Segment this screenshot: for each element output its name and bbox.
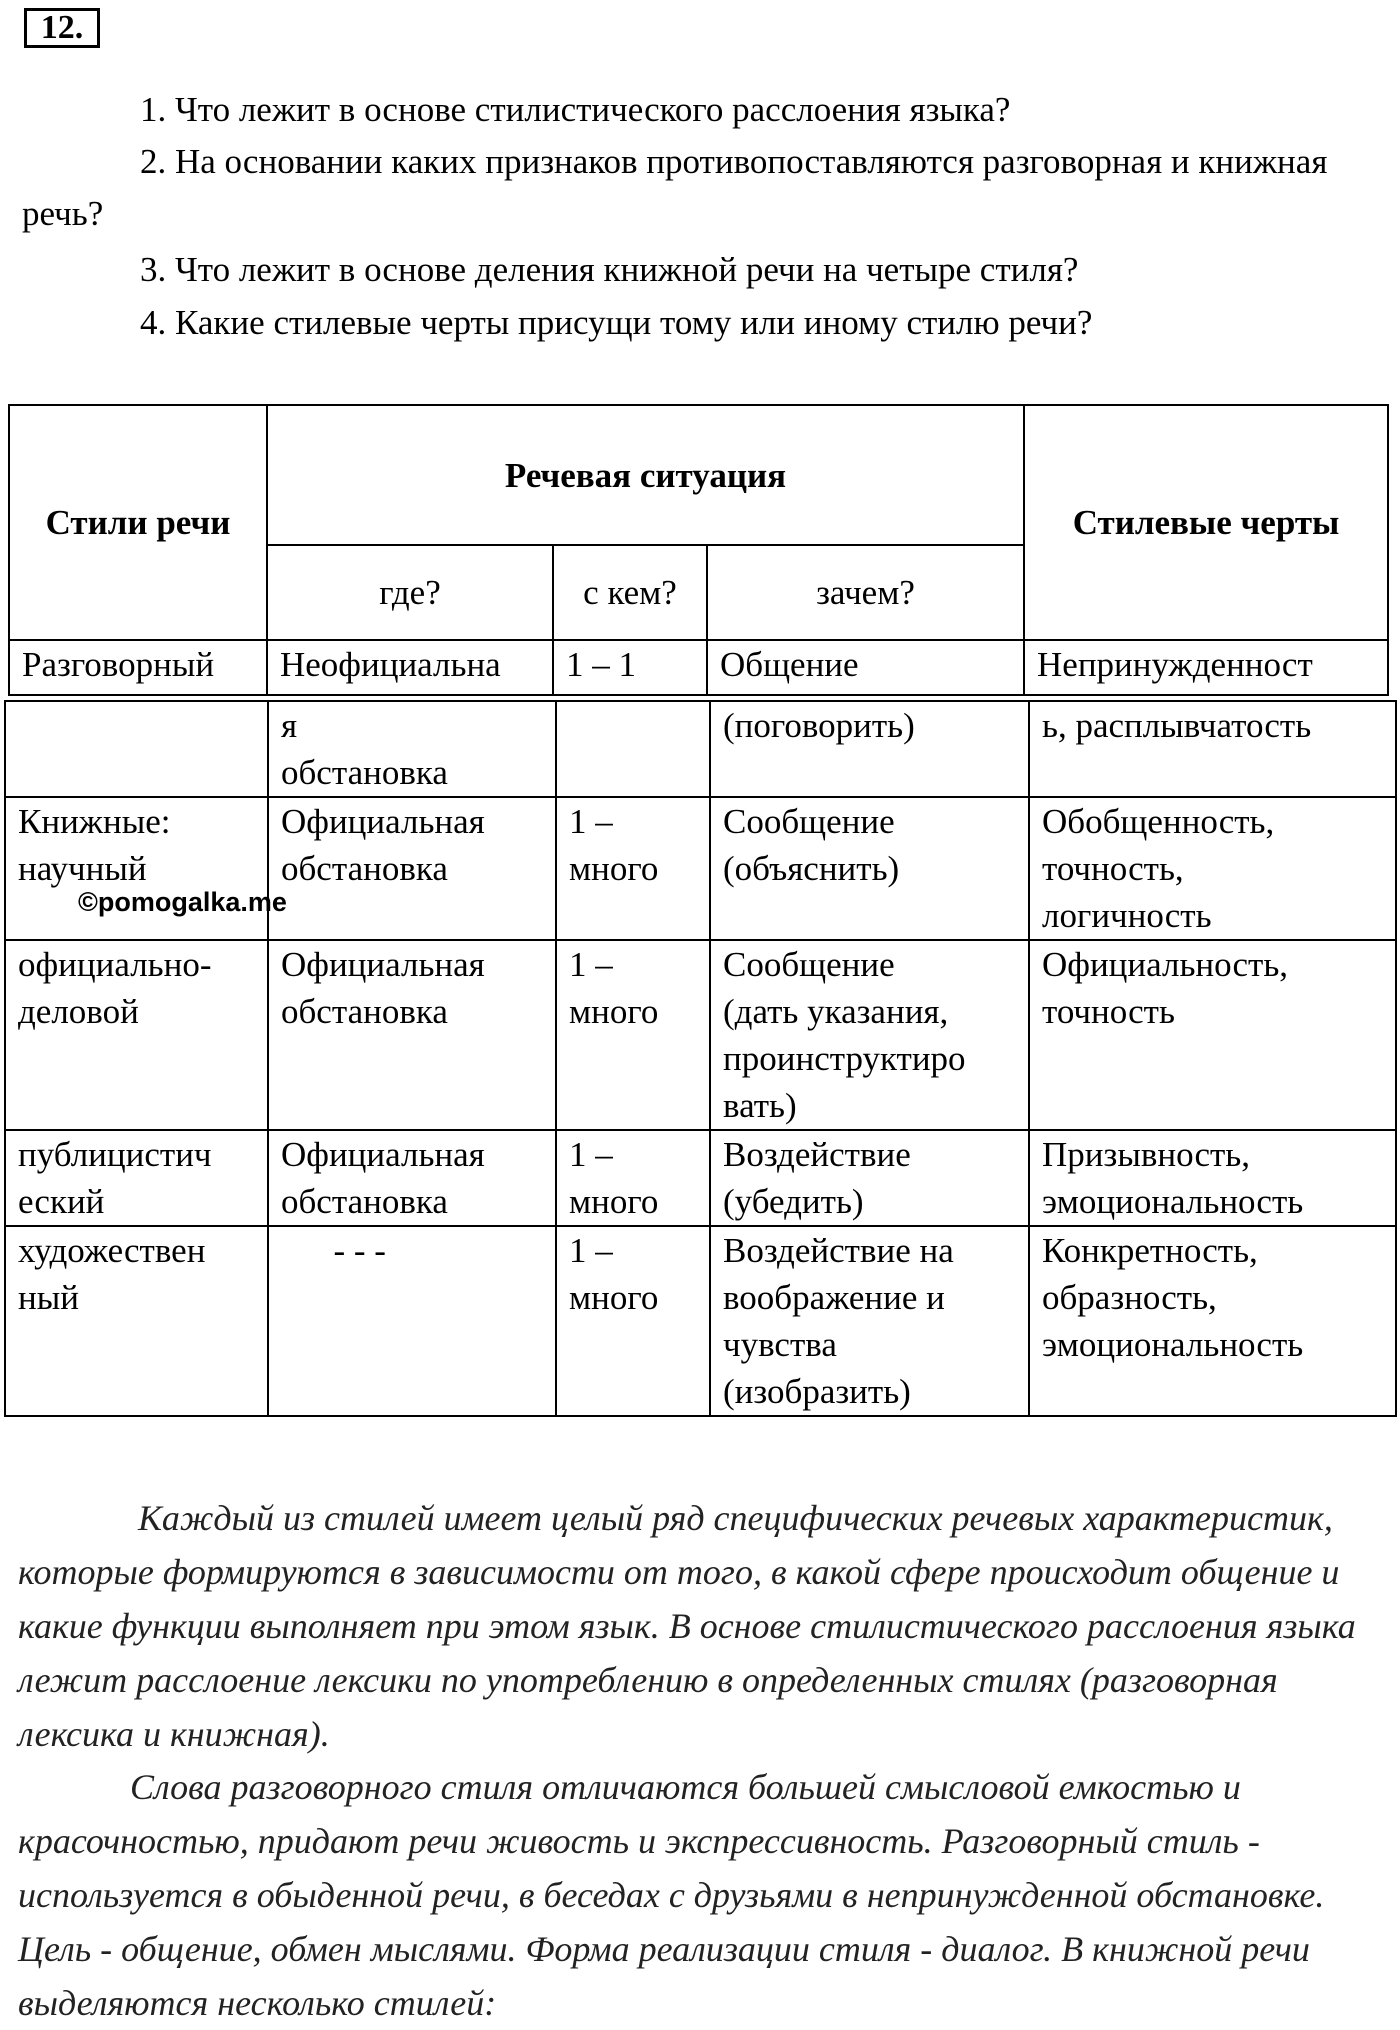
paragraph-2: Слова разговорного стиля отличаются большей смысловой емкостью и красочностью, придают речи живость и экспрессивность. Разговорный стиль - используется в обыденной речи, в беседах с друзьями в непринужденной обстановке. Цель - общение, обмен мыслями. Форма реализации стиля - диалог. В книжной речи выделяются несколько стилей: xyxy=(18,1767,1325,2023)
cell-where: Официальная обстановка xyxy=(268,797,556,940)
cell-with-whom: 1 – много xyxy=(556,1130,710,1226)
cell-why: (поговорить) xyxy=(710,701,1029,797)
paragraph-1: Каждый из стилей имеет целый ряд специфических речевых характеристик, которые формируются в зависимости от того, в какой сфере происходит общение и какие функции выполняет при этом язык. В основе стилистического расслоения языка лежит расслоение лексики по употреблению в определенных стилях (разговорная лексика и книжная). xyxy=(18,1498,1356,1754)
header-traits: Стилевые черты xyxy=(1024,405,1388,640)
cell-with-whom: 1 – 1 xyxy=(553,640,707,695)
cell-traits: Официальность, точность xyxy=(1029,940,1396,1130)
cell-traits: Непринужденност xyxy=(1024,640,1388,695)
cell-where: я обстановка xyxy=(268,701,556,797)
table-row xyxy=(5,797,1396,940)
cell-style: официально- деловой xyxy=(5,940,268,1130)
cell-with-whom xyxy=(556,701,710,797)
cell-where: Официальная обстановка xyxy=(268,1130,556,1226)
cell-why: Общение xyxy=(707,640,1024,695)
cell-style: публицистич еский xyxy=(5,1130,268,1226)
header-why: зачем? xyxy=(707,545,1024,640)
task-number: 12. xyxy=(24,8,100,48)
cell-why: Воздействие (убедить) xyxy=(710,1130,1029,1226)
cell-where: Неофициальна xyxy=(267,640,553,695)
table-row xyxy=(5,1226,1396,1416)
table-row xyxy=(5,1130,1396,1226)
cell-why: Сообщение (дать указания, проинструктиро вать) xyxy=(710,940,1029,1130)
cell-with-whom: 1 – много xyxy=(556,797,710,940)
cell-where: - - - xyxy=(268,1226,556,1416)
cell-traits: Призывность, эмоциональность xyxy=(1029,1130,1396,1226)
styles-table-body xyxy=(4,700,1397,1417)
header-situation: Речевая ситуация xyxy=(267,405,1024,545)
cell-where: Официальная обстановка xyxy=(268,940,556,1130)
cell-why: Воздействие на воображение и чувства (изобразить) xyxy=(710,1226,1029,1416)
cell-why: Сообщение (объяснить) xyxy=(710,797,1029,940)
cell-style: художествен ный xyxy=(5,1226,268,1416)
watermark: ©pomogalka.me xyxy=(78,887,287,917)
header-with-whom: с кем? xyxy=(553,545,707,640)
question-3: 3. Что лежит в основе деления книжной речи на четыре стиля? xyxy=(140,250,1079,289)
question-2: 2. На основании каких признаков противопоставляются разговорная и книжная речь? xyxy=(22,142,1328,233)
cell-style: Книжные: научный xyxy=(5,797,268,940)
cell-style: Разговорный xyxy=(9,640,267,695)
styles-table-header xyxy=(8,404,1389,696)
table-row xyxy=(5,701,1396,797)
cell-traits: Конкретность, образность, эмоциональность xyxy=(1029,1226,1396,1416)
header-styles: Стили речи xyxy=(9,405,267,640)
cell-traits: Обобщенность, точность, логичность xyxy=(1029,797,1396,940)
cell-with-whom: 1 – много xyxy=(556,1226,710,1416)
question-4: 4. Какие стилевые черты присущи тому или иному стилю речи? xyxy=(140,303,1093,342)
question-1: 1. Что лежит в основе стилистического расслоения языка? xyxy=(140,90,1011,129)
cell-traits: ь, расплывчатость xyxy=(1029,701,1396,797)
header-where: где? xyxy=(267,545,553,640)
cell-style xyxy=(5,701,268,797)
cell-with-whom: 1 – много xyxy=(556,940,710,1130)
table-row xyxy=(5,940,1396,1130)
